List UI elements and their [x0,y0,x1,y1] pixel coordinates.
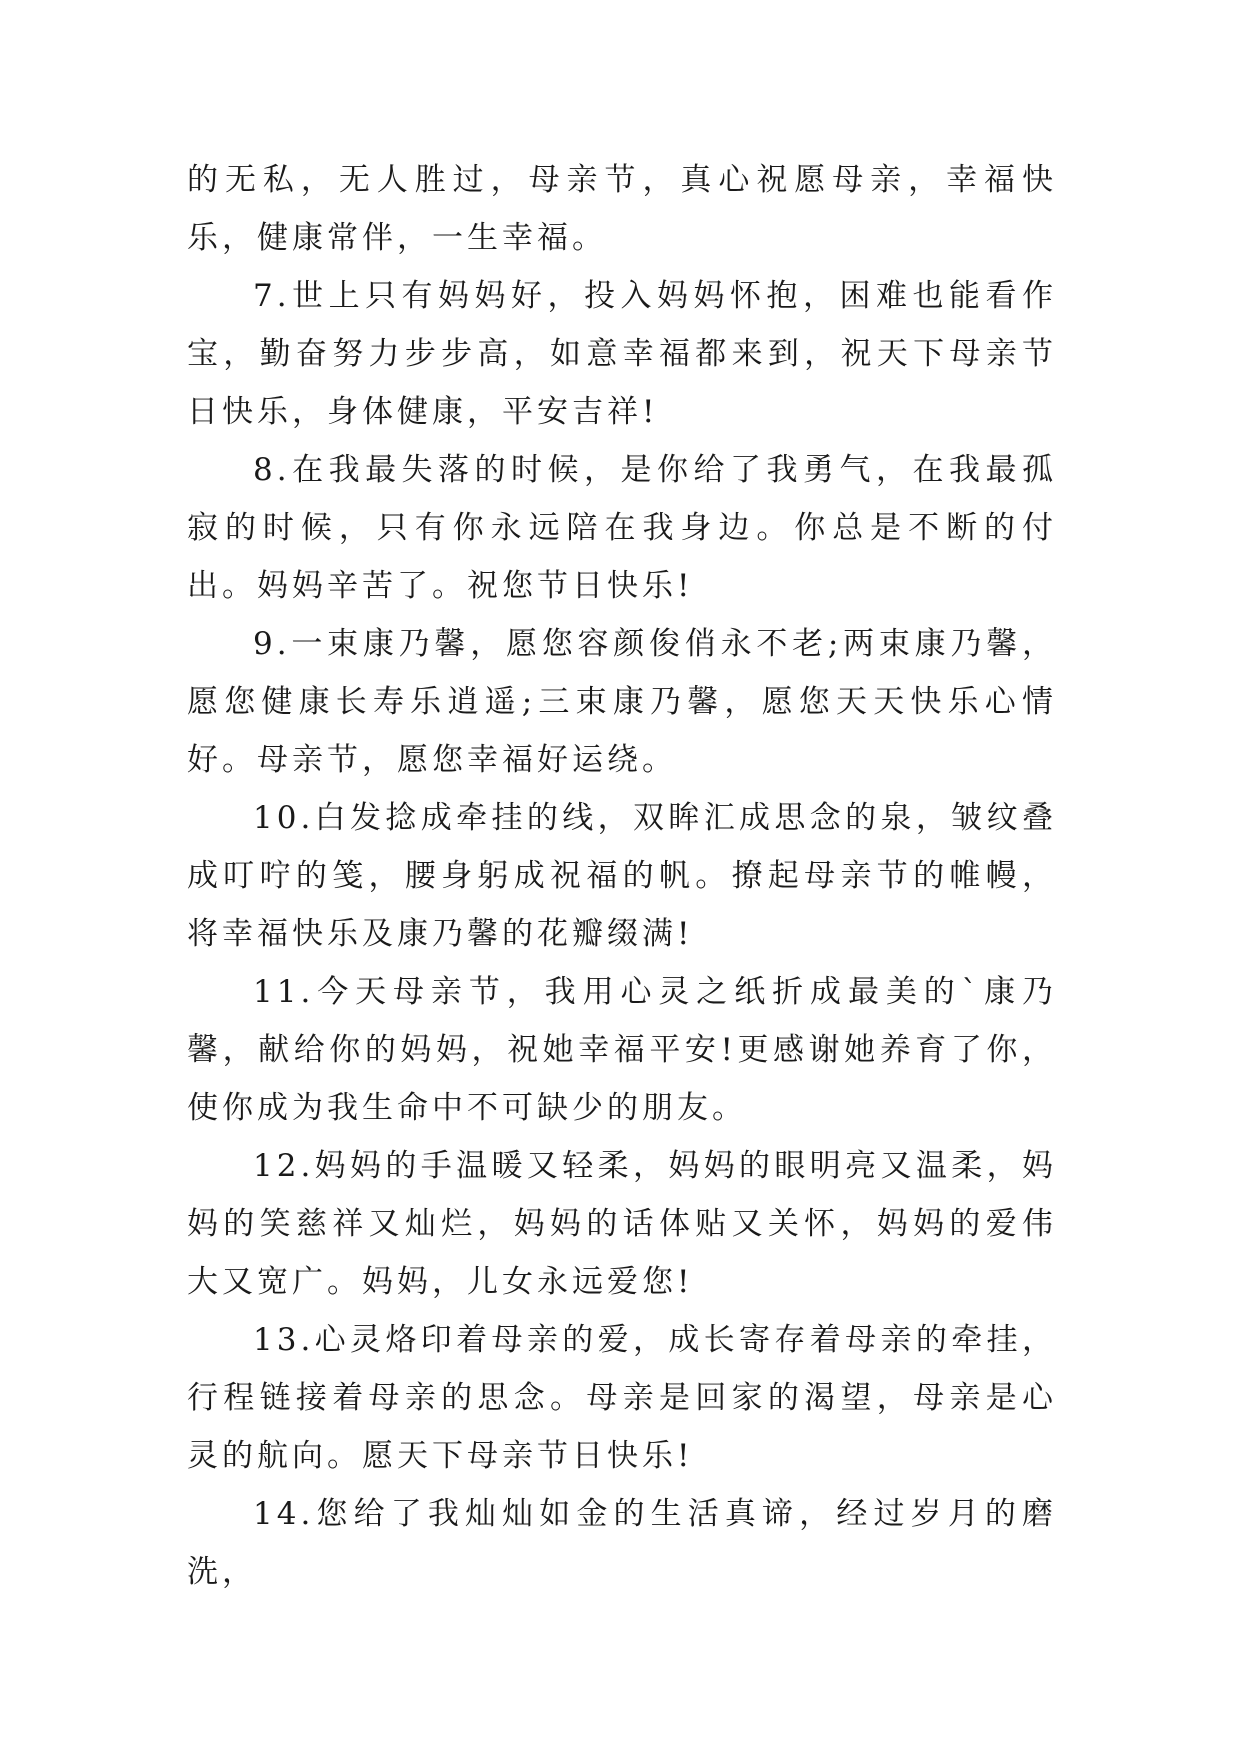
paragraph-item-13: 13.心灵烙印着母亲的爱，成长寄存着母亲的牵挂，行程链接着母亲的思念。母亲是回家的渴望，母亲是心灵的航向。愿天下母亲节日快乐! [187,1322,1057,1474]
paragraph-item-9: 9.一束康乃馨，愿您容颜俊俏永不老;两束康乃馨，愿您健康长寿乐逍遥;三束康乃馨，愿您天天快乐心情好。母亲节，愿您幸福好运绕。 [187,626,1057,778]
paragraph-item-8: 8.在我最失落的时候，是你给了我勇气，在我最孤寂的时候，只有你永远陪在我身边。你总是不断的付出。妈妈辛苦了。祝您节日快乐! [187,452,1057,604]
document-body [187,151,1057,1601]
paragraph-item-7: 7.世上只有妈妈好，投入妈妈怀抱，困难也能看作宝，勤奋努力步步高，如意幸福都来到，祝天下母亲节日快乐，身体健康，平安吉祥! [187,278,1057,430]
paragraph-item-12: 12.妈妈的手温暖又轻柔，妈妈的眼明亮又温柔，妈妈的笑慈祥又灿烂，妈妈的话体贴又关怀，妈妈的爱伟大又宽广。妈妈，儿女永远爱您! [187,1148,1057,1300]
paragraph-item-11: 11.今天母亲节，我用心灵之纸折成最美的`康乃馨，献给你的妈妈，祝她幸福平安!更感谢她养育了你，使你成为我生命中不可缺少的朋友。 [187,974,1057,1126]
paragraph-item-14: 14.您给了我灿灿如金的生活真谛，经过岁月的磨洗， [187,1496,1057,1590]
paragraph-item-10: 10.白发捻成牵挂的线，双眸汇成思念的泉，皱纹叠成叮咛的笺，腰身躬成祝福的帆。撩起母亲节的帷幔，将幸福快乐及康乃馨的花瓣缀满! [187,800,1057,952]
paragraph-continuation: 的无私，无人胜过，母亲节，真心祝愿母亲，幸福快乐，健康常伴，一生幸福。 [187,162,1057,256]
